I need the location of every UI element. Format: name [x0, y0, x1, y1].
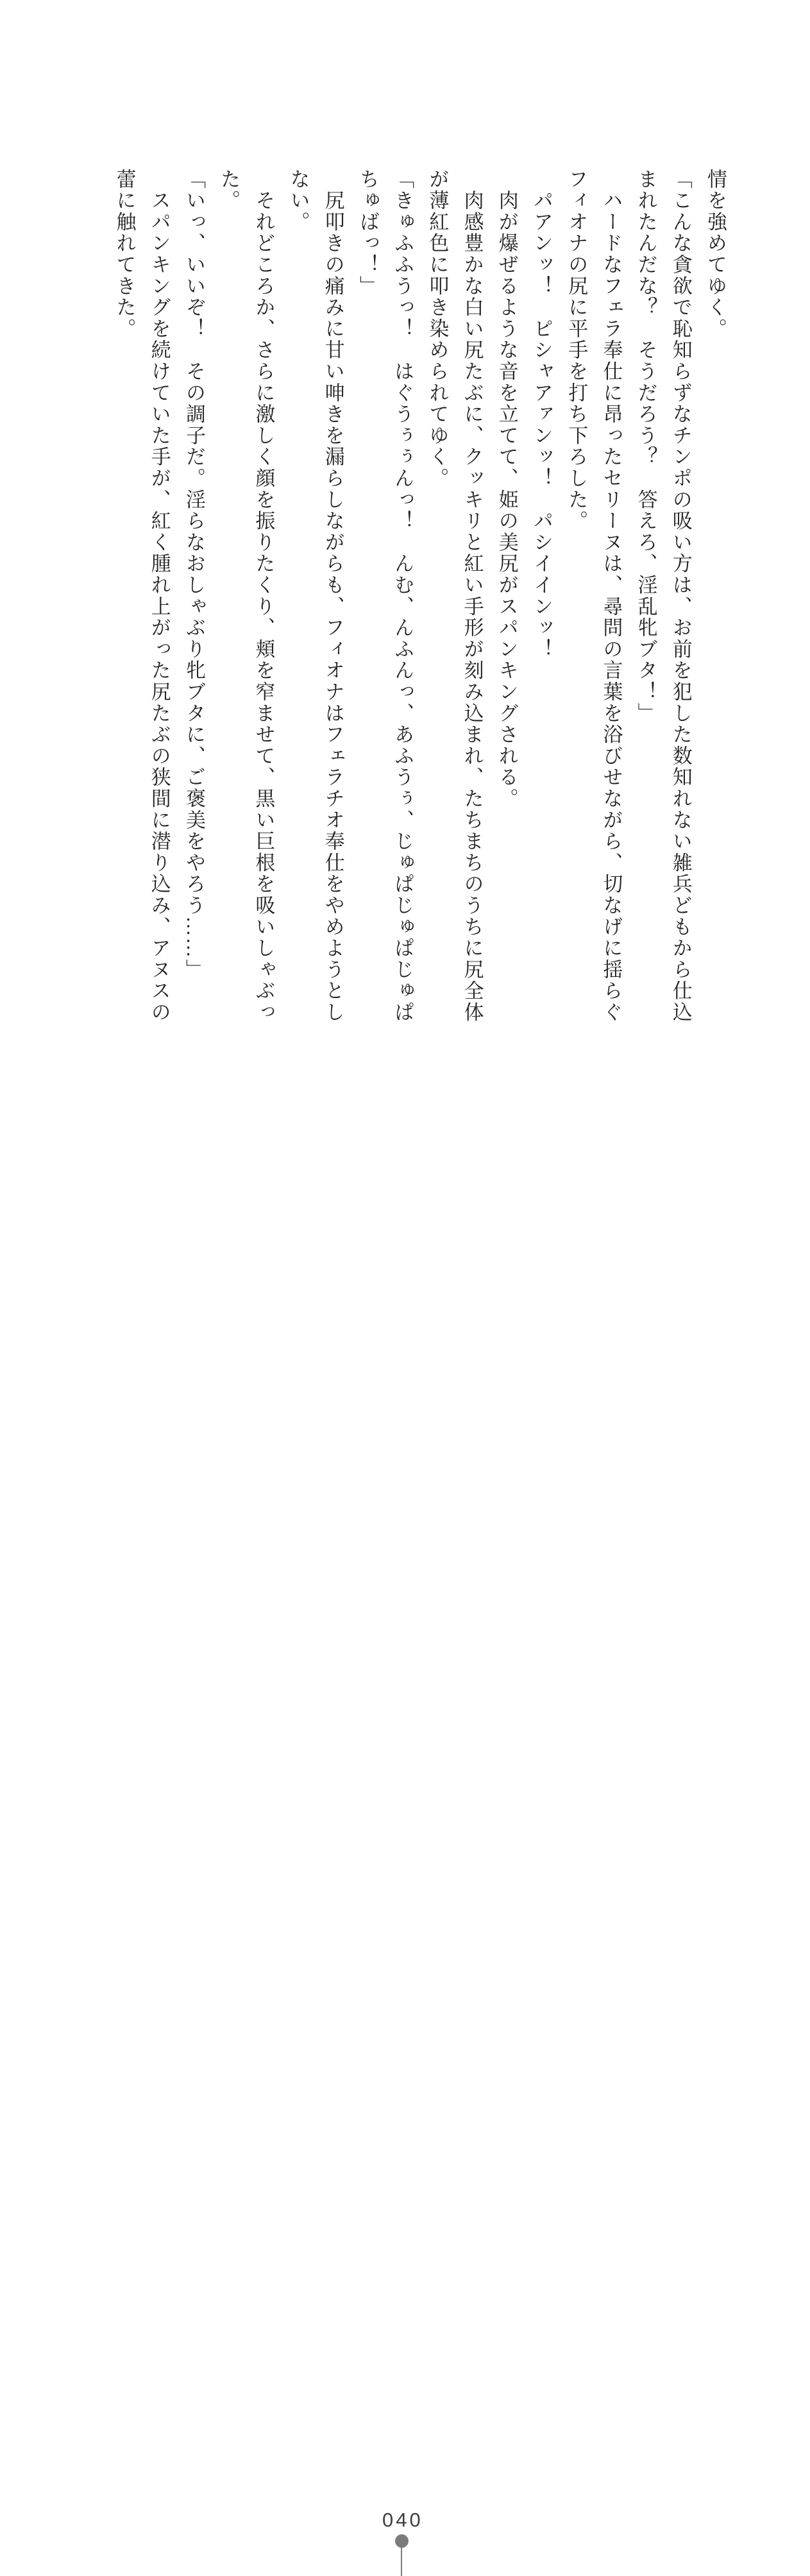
text-column: 肉が爆ぜるような音を立てて、姫の美尻がスパンキングされる。 — [495, 169, 518, 809]
page-number: 040 — [382, 2509, 423, 2531]
text-column: た。 — [217, 169, 240, 212]
text-column: まれたんだな？ そうだろう？ 答えろ、淫乱牝ブタ！」 — [634, 169, 657, 724]
page-footer — [0, 1251, 810, 2531]
text-column: 肉感豊かな白い尻たぶに、クッキリと紅い手形が刻み込まれ、たちまちのうちに尻全体 — [460, 169, 484, 1023]
text-column: パアンッ！ ピシャアァンッ！ パシイインッ！ — [530, 169, 553, 660]
text-column: が薄紅色に叩き染められてゆく。 — [426, 169, 449, 489]
text-column: 「こんな貪欲で恥知らずなチンポの吸い方は、お前を犯した数知れない雑兵どもから仕込 — [669, 169, 692, 1023]
text-column: フィオナの尻に平手を打ち下ろした。 — [565, 169, 588, 532]
text-column: 「いっ、いいぞ！ その調子だ。淫らなおしゃぶり牝ブタに、ご褒美をやろう……」 — [182, 169, 205, 981]
text-column: スパンキングを続けていた手が、紅く腫れ上がった尻たぶの狭間に潜り込み、アヌスの — [148, 169, 171, 1023]
text-column: 蕾に触れてきた。 — [113, 169, 136, 340]
text-column: ない。 — [287, 169, 310, 233]
footer-vertical-line — [401, 2546, 402, 2576]
text-column: ちゅばっ！」 — [356, 169, 379, 297]
text-column: ハードなフェラ奉仕に昂ったセリーヌは、尋問の言葉を浴びせながら、切なげに揺らぐ — [600, 169, 623, 1023]
text-column: それどころか、さらに激しく顔を振りたくり、頬を窄ませて、黒い巨根を吸いしゃぶっ — [252, 169, 275, 1023]
text-column: 尻叩きの痛みに甘い呻きを漏らしながらも、フィオナはフェラチオ奉仕をやめようとし — [321, 169, 344, 1023]
text-column: 情を強めてゆく。 — [704, 169, 727, 340]
text-column: 「きゅふふうっ！ はぐうぅぅんっ！ んむ、んふんっ、あふうぅ、じゅぱじゅぱじゅぱ — [391, 169, 414, 1023]
novel-text-block — [106, 169, 732, 1060]
